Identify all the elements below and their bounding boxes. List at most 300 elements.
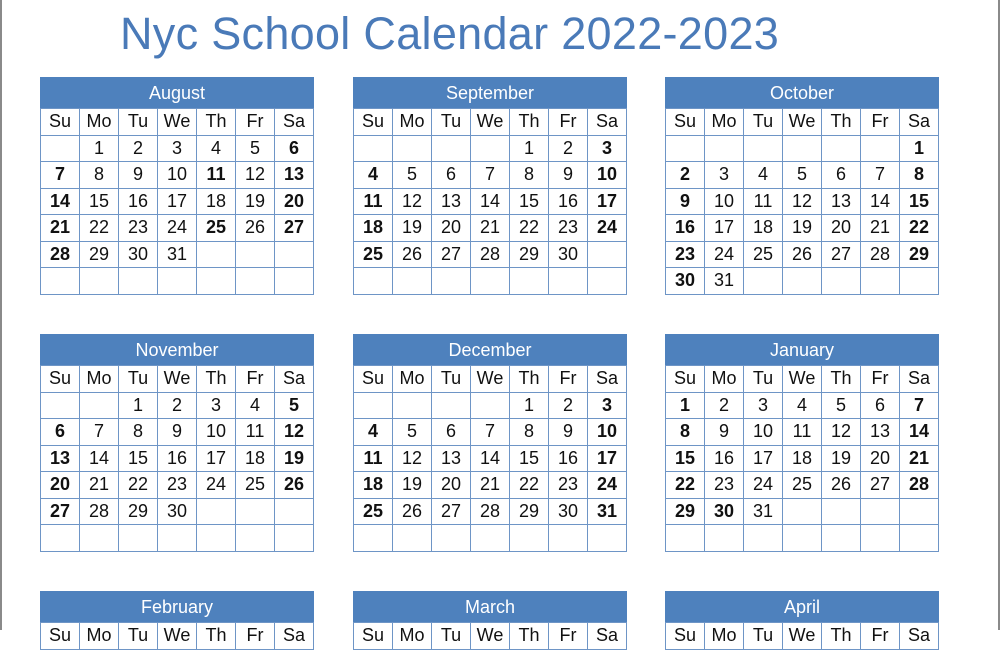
month-header: February [40,591,314,622]
day-cell: 9 [549,419,588,446]
day-cell [80,525,119,552]
day-cell: 13 [432,445,471,472]
month-header: August [40,77,314,108]
day-cell: 2 [549,135,588,162]
day-cell: 19 [822,445,861,472]
month-table [353,365,627,552]
day-cell [41,135,80,162]
weekday-label: We [471,366,510,393]
week-row [666,419,939,446]
weekday-label: Fr [861,623,900,650]
day-cell: 4 [354,162,393,189]
weekday-label: Sa [275,366,314,393]
weekday-label: Tu [432,623,471,650]
month-september [353,77,627,295]
day-cell: 8 [666,419,705,446]
day-cell: 17 [705,215,744,242]
day-cell [861,525,900,552]
weekday-label: Mo [393,623,432,650]
day-cell: 27 [822,241,861,268]
day-cell [549,268,588,295]
day-cell [41,392,80,419]
day-cell [275,525,314,552]
month-february [40,591,314,650]
weekday-label: Su [354,366,393,393]
day-cell [236,498,275,525]
week-row [666,268,939,295]
day-cell: 28 [900,472,939,499]
month-august [40,77,314,295]
day-cell: 1 [666,392,705,419]
day-cell [705,135,744,162]
week-row [666,241,939,268]
weekday-row [41,623,314,650]
weekday-label: Fr [236,366,275,393]
day-cell [666,135,705,162]
month-table [40,365,314,552]
day-cell [432,525,471,552]
weekday-label: Th [822,623,861,650]
day-cell [861,268,900,295]
day-cell [471,268,510,295]
month-header: November [40,334,314,365]
day-cell: 13 [41,445,80,472]
weekday-label: Th [510,366,549,393]
day-cell: 6 [275,135,314,162]
weekday-row [354,623,627,650]
week-row [354,135,627,162]
day-cell: 24 [197,472,236,499]
day-cell: 2 [705,392,744,419]
day-cell: 22 [666,472,705,499]
month-header: January [665,334,939,365]
day-cell [158,268,197,295]
day-cell: 31 [588,498,627,525]
weekday-row [666,623,939,650]
day-cell: 10 [588,419,627,446]
week-row [354,162,627,189]
day-cell [510,525,549,552]
day-cell: 28 [861,241,900,268]
week-row [41,498,314,525]
day-cell: 11 [197,162,236,189]
day-cell [822,525,861,552]
day-cell: 26 [393,241,432,268]
day-cell: 12 [393,188,432,215]
weekday-label: Th [197,109,236,136]
week-row [41,525,314,552]
day-cell: 17 [588,445,627,472]
weekday-label: Tu [744,366,783,393]
day-cell: 24 [588,472,627,499]
day-cell: 5 [393,162,432,189]
day-cell: 2 [666,162,705,189]
month-header: April [665,591,939,622]
weekday-label: Tu [119,623,158,650]
day-cell [158,525,197,552]
weekday-label: Fr [861,109,900,136]
day-cell: 31 [705,268,744,295]
day-cell: 15 [119,445,158,472]
day-cell [197,498,236,525]
day-cell: 27 [432,241,471,268]
day-cell [41,268,80,295]
day-cell: 30 [158,498,197,525]
day-cell: 14 [80,445,119,472]
day-cell [822,135,861,162]
day-cell: 17 [197,445,236,472]
weekday-label: Su [666,623,705,650]
day-cell [510,268,549,295]
weekday-label: Sa [900,366,939,393]
day-cell: 7 [471,162,510,189]
week-row [666,188,939,215]
day-cell [432,135,471,162]
weekday-label: Tu [744,109,783,136]
day-cell [119,525,158,552]
week-row [666,525,939,552]
weekday-label: Mo [80,623,119,650]
day-cell: 12 [236,162,275,189]
day-cell: 21 [900,445,939,472]
day-cell: 6 [432,419,471,446]
day-cell: 13 [822,188,861,215]
day-cell [275,498,314,525]
day-cell [432,392,471,419]
day-cell [588,268,627,295]
day-cell: 3 [588,135,627,162]
day-cell [471,525,510,552]
day-cell: 27 [861,472,900,499]
day-cell [119,268,158,295]
weekday-row [354,366,627,393]
weekday-label: We [471,109,510,136]
weekday-label: We [158,623,197,650]
weekday-label: Th [510,623,549,650]
day-cell: 25 [783,472,822,499]
weekday-label: Su [354,109,393,136]
day-cell: 5 [236,135,275,162]
weekday-label: Mo [393,109,432,136]
weekday-label: Su [41,623,80,650]
week-row [354,392,627,419]
day-cell [393,268,432,295]
day-cell: 15 [900,188,939,215]
day-cell [354,135,393,162]
week-row [354,241,627,268]
day-cell [393,525,432,552]
day-cell: 4 [783,392,822,419]
day-cell [588,241,627,268]
day-cell: 16 [666,215,705,242]
month-header: March [353,591,627,622]
day-cell: 6 [41,419,80,446]
weekday-label: We [783,366,822,393]
week-row [354,215,627,242]
week-row [41,188,314,215]
weekday-row [666,109,939,136]
day-cell: 30 [705,498,744,525]
day-cell: 25 [197,215,236,242]
day-cell: 28 [471,241,510,268]
day-cell: 3 [158,135,197,162]
day-cell [80,392,119,419]
week-row [41,392,314,419]
month-table [40,108,314,295]
week-row [41,215,314,242]
month-march [353,591,627,650]
month-table [665,622,939,650]
day-cell: 16 [549,445,588,472]
month-table [665,365,939,552]
page-title: Nyc School Calendar 2022-2023 [120,8,780,59]
weekday-label: Su [41,109,80,136]
weekday-label: Sa [275,623,314,650]
day-cell: 1 [900,135,939,162]
day-cell: 23 [705,472,744,499]
day-cell: 14 [861,188,900,215]
day-cell: 24 [705,241,744,268]
day-cell: 17 [744,445,783,472]
day-cell [354,268,393,295]
day-cell [783,525,822,552]
day-cell: 5 [783,162,822,189]
weekday-row [41,109,314,136]
weekday-label: Fr [236,109,275,136]
day-cell: 29 [510,498,549,525]
day-cell: 11 [744,188,783,215]
day-cell: 10 [705,188,744,215]
day-cell [861,135,900,162]
day-cell: 1 [119,392,158,419]
day-cell: 19 [393,472,432,499]
week-row [41,241,314,268]
day-cell [471,135,510,162]
page-edge-left [0,0,2,630]
day-cell: 4 [197,135,236,162]
day-cell: 11 [236,419,275,446]
day-cell [783,268,822,295]
weekday-label: Fr [549,109,588,136]
day-cell: 3 [705,162,744,189]
weekday-label: Su [666,109,705,136]
day-cell [588,525,627,552]
month-table [665,108,939,295]
day-cell: 12 [822,419,861,446]
weekday-label: Fr [861,366,900,393]
day-cell: 10 [588,162,627,189]
day-cell: 25 [354,241,393,268]
weekday-label: Fr [236,623,275,650]
day-cell: 29 [510,241,549,268]
weekday-label: Tu [119,366,158,393]
week-row [354,445,627,472]
day-cell: 10 [197,419,236,446]
day-cell [236,268,275,295]
day-cell [275,268,314,295]
day-cell: 29 [119,498,158,525]
week-row [666,162,939,189]
week-row [354,498,627,525]
day-cell: 25 [236,472,275,499]
day-cell: 26 [822,472,861,499]
weekday-label: Mo [705,109,744,136]
day-cell: 13 [275,162,314,189]
weekday-label: We [158,109,197,136]
day-cell: 15 [666,445,705,472]
day-cell: 20 [432,472,471,499]
week-row [41,419,314,446]
day-cell: 9 [666,188,705,215]
day-cell [197,268,236,295]
day-cell: 16 [158,445,197,472]
weekday-label: Mo [705,623,744,650]
day-cell: 4 [236,392,275,419]
day-cell: 22 [119,472,158,499]
day-cell [861,498,900,525]
week-row [41,162,314,189]
week-row [41,268,314,295]
day-cell: 30 [549,498,588,525]
day-cell: 24 [158,215,197,242]
day-cell [236,241,275,268]
day-cell: 20 [432,215,471,242]
day-cell: 15 [80,188,119,215]
weekday-label: Tu [744,623,783,650]
day-cell: 26 [783,241,822,268]
day-cell: 16 [119,188,158,215]
weekday-label: Th [197,366,236,393]
day-cell: 8 [510,419,549,446]
week-row [41,445,314,472]
day-cell: 20 [41,472,80,499]
day-cell: 15 [510,445,549,472]
month-april [665,591,939,650]
weekday-label: Sa [588,366,627,393]
day-cell: 4 [354,419,393,446]
day-cell: 14 [471,188,510,215]
week-row [666,472,939,499]
month-table [40,622,314,650]
weekday-label: Sa [588,109,627,136]
day-cell: 7 [861,162,900,189]
weekday-label: Sa [275,109,314,136]
day-cell: 9 [705,419,744,446]
day-cell: 2 [158,392,197,419]
day-cell [744,268,783,295]
day-cell: 20 [822,215,861,242]
month-january [665,334,939,552]
weekday-label: Tu [432,366,471,393]
day-cell: 18 [744,215,783,242]
weekday-label: We [783,623,822,650]
day-cell: 26 [236,215,275,242]
day-cell: 22 [510,472,549,499]
day-cell: 28 [41,241,80,268]
day-cell: 21 [471,215,510,242]
week-row [666,498,939,525]
day-cell [783,135,822,162]
day-cell: 19 [275,445,314,472]
month-november [40,334,314,552]
day-cell: 7 [80,419,119,446]
day-cell: 8 [119,419,158,446]
weekday-row [666,366,939,393]
week-row [354,525,627,552]
day-cell: 30 [666,268,705,295]
weekday-row [354,109,627,136]
day-cell [471,392,510,419]
month-header: September [353,77,627,108]
day-cell [666,525,705,552]
day-cell: 21 [41,215,80,242]
day-cell: 5 [393,419,432,446]
day-cell: 29 [80,241,119,268]
week-row [666,445,939,472]
day-cell: 18 [197,188,236,215]
day-cell: 1 [510,392,549,419]
day-cell [236,525,275,552]
day-cell [354,525,393,552]
day-cell: 7 [41,162,80,189]
day-cell: 22 [900,215,939,242]
week-row [666,135,939,162]
week-row [354,419,627,446]
day-cell [354,392,393,419]
day-cell [393,135,432,162]
day-cell [432,268,471,295]
day-cell: 19 [393,215,432,242]
day-cell [822,268,861,295]
day-cell: 21 [80,472,119,499]
day-cell: 21 [471,472,510,499]
day-cell: 10 [158,162,197,189]
day-cell: 11 [354,188,393,215]
day-cell: 2 [119,135,158,162]
day-cell: 7 [471,419,510,446]
day-cell [744,525,783,552]
day-cell: 27 [432,498,471,525]
day-cell: 12 [783,188,822,215]
day-cell [549,525,588,552]
day-cell: 22 [80,215,119,242]
day-cell: 3 [588,392,627,419]
day-cell: 9 [549,162,588,189]
day-cell: 13 [861,419,900,446]
day-cell: 17 [588,188,627,215]
weekday-row [41,366,314,393]
day-cell: 2 [549,392,588,419]
weekday-label: Tu [119,109,158,136]
day-cell: 31 [744,498,783,525]
weekday-label: Su [354,623,393,650]
week-row [666,215,939,242]
day-cell: 26 [393,498,432,525]
day-cell: 28 [471,498,510,525]
day-cell: 13 [432,188,471,215]
weekday-label: We [471,623,510,650]
day-cell: 23 [119,215,158,242]
month-october [665,77,939,295]
day-cell: 10 [744,419,783,446]
week-row [354,268,627,295]
day-cell [275,241,314,268]
weekday-label: Su [666,366,705,393]
day-cell: 24 [744,472,783,499]
week-row [41,472,314,499]
day-cell [783,498,822,525]
day-cell [393,392,432,419]
